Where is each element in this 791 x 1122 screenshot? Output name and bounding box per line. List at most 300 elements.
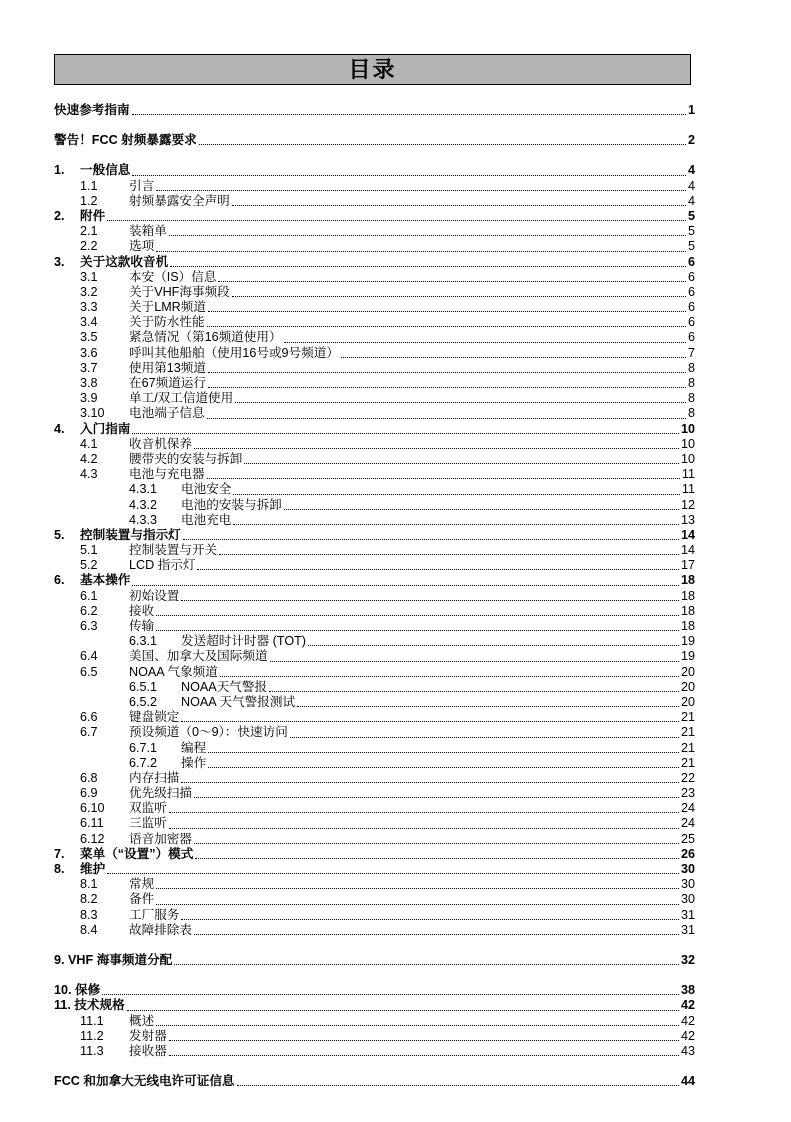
toc-entry-page: 18 <box>680 588 695 603</box>
toc-entry-page: 30 <box>680 862 695 876</box>
toc-entry-text: 装箱单 <box>129 224 167 239</box>
toc-entry[interactable] <box>54 239 695 254</box>
toc-entry-page: 6 <box>687 315 695 330</box>
toc-entry-text: 工厂服务 <box>129 907 180 922</box>
toc-entry-number: 3.3 <box>80 300 98 315</box>
dot-leader <box>169 812 679 813</box>
toc-entry-text: 美国、加拿大及国际频道 <box>129 649 268 664</box>
toc-entry[interactable] <box>54 801 695 816</box>
toc-entry-page: 5 <box>687 224 695 239</box>
toc-entry-page: 18 <box>680 603 695 618</box>
toc-entry[interactable] <box>54 133 695 148</box>
toc-entry[interactable] <box>54 1029 695 1044</box>
toc-entry-text: 语音加密器 <box>129 831 192 846</box>
toc-entry-text: 常规 <box>129 877 155 892</box>
dot-leader <box>233 524 679 525</box>
dot-leader <box>132 114 686 115</box>
toc-entry-label <box>80 1029 169 1044</box>
toc-entry-label <box>129 756 208 771</box>
toc-entry-label <box>80 589 181 604</box>
toc-entry-number: 6.9 <box>80 786 98 801</box>
toc-entry[interactable] <box>54 376 695 391</box>
toc-entry-number: 3.6 <box>80 345 98 360</box>
toc-entry-number: 1. <box>54 163 65 178</box>
dot-leader <box>208 752 679 753</box>
toc-entry-page: 14 <box>680 543 695 558</box>
toc-entry-label <box>80 285 232 300</box>
toc-entry-label <box>129 513 233 528</box>
toc-entry-label <box>80 665 220 680</box>
toc-entry-number: 6.8 <box>80 770 98 785</box>
toc-spacer <box>54 1059 695 1074</box>
toc-entry-number: 11.3 <box>80 1043 104 1058</box>
toc-entry-text: 双监听 <box>129 801 167 816</box>
toc-entry-text: 编程 <box>181 740 207 755</box>
toc-entry[interactable] <box>54 634 695 649</box>
dot-leader <box>207 326 686 327</box>
toc-entry[interactable] <box>54 862 695 877</box>
toc-entry-number: 1.2 <box>80 193 98 208</box>
dot-leader <box>308 645 679 646</box>
dot-leader <box>169 1040 679 1041</box>
toc-entry[interactable] <box>54 498 695 513</box>
toc-entry-page: 1 <box>687 103 695 117</box>
toc-entry-text: 使用第13频道 <box>129 360 206 375</box>
toc-entry-text: 备件 <box>129 892 155 907</box>
toc-entry-text: 电池与充电器 <box>129 467 205 482</box>
toc-entry-number: 8.1 <box>80 877 98 892</box>
toc-entry-page: 21 <box>680 710 695 725</box>
toc-entry-page: 8 <box>687 360 695 375</box>
toc-entry-label <box>80 543 219 558</box>
toc-entry-page: 42 <box>680 998 695 1013</box>
toc-entry-label <box>80 832 194 847</box>
dot-leader <box>169 828 679 829</box>
toc-entry-page: 42 <box>680 1013 695 1028</box>
toc-entry-number: 4.2 <box>80 451 98 466</box>
toc-entry-page: 7 <box>687 345 695 360</box>
dot-leader <box>341 357 686 358</box>
toc-entry-label <box>129 482 233 497</box>
toc-entry[interactable] <box>54 877 695 892</box>
toc-entry-label <box>80 239 156 254</box>
toc-entry-number: 6.7.2 <box>129 755 158 770</box>
toc-entry[interactable] <box>54 163 695 178</box>
toc-entry-number: 2.1 <box>80 224 98 239</box>
toc-entry-label <box>80 452 244 467</box>
toc-entry-page: 31 <box>680 907 695 922</box>
dot-leader <box>197 569 679 570</box>
dot-leader <box>284 509 679 510</box>
toc-entry-number: 8.3 <box>80 907 98 922</box>
toc-entry-number: 4.3.3 <box>129 512 158 527</box>
toc-entry-number: 6.2 <box>80 603 98 618</box>
toc-entry-number: 4.3.2 <box>129 497 158 512</box>
toc-entry-page: 21 <box>680 740 695 755</box>
toc-entry-page: 30 <box>680 892 695 907</box>
toc-entry-text: NOAA 天气警报测试 <box>181 694 296 709</box>
table-of-contents <box>54 103 695 1089</box>
toc-entry-text: NOAA 气象频道 <box>129 664 218 679</box>
toc-entry-text: FCC 和加拿大无线电许可证信息 <box>54 1074 235 1089</box>
dot-leader <box>107 873 679 874</box>
toc-entry-page: 25 <box>680 831 695 846</box>
toc-entry[interactable] <box>54 573 695 588</box>
toc-entry-page: 21 <box>680 725 695 740</box>
toc-entry-page: 10 <box>680 421 695 436</box>
toc-entry[interactable] <box>54 361 695 376</box>
toc-entry-page: 26 <box>680 846 695 861</box>
toc-entry[interactable] <box>54 710 695 725</box>
toc-entry-text: 紧急情况（第16频道使用） <box>129 330 282 345</box>
toc-entry-text: 9. VHF 海事频道分配 <box>54 952 173 967</box>
toc-entry-number: 6.11 <box>80 816 104 831</box>
toc-entry[interactable] <box>54 406 695 421</box>
toc-entry[interactable] <box>54 330 695 345</box>
toc-entry-text: 控制装置与指示灯 <box>80 527 181 542</box>
toc-entry[interactable] <box>54 224 695 239</box>
toc-entry-number: 11.1 <box>80 1013 104 1028</box>
toc-entry[interactable] <box>54 437 695 452</box>
toc-entry-text: LCD 指示灯 <box>129 558 196 573</box>
toc-entry-label <box>80 1014 156 1029</box>
toc-entry-number: 4.1 <box>80 436 98 451</box>
toc-entry[interactable] <box>54 558 695 573</box>
toc-entry-page: 6 <box>687 284 695 299</box>
toc-entry-page: 13 <box>680 512 695 527</box>
toc-entry-label <box>54 133 199 148</box>
toc-entry-label <box>54 103 132 118</box>
dot-leader <box>269 691 679 692</box>
toc-entry-page: 8 <box>687 391 695 406</box>
toc-entry-text: 快速参考指南 <box>54 103 130 117</box>
toc-entry-text: 优先级扫描 <box>129 786 192 801</box>
toc-entry-page: 5 <box>687 239 695 254</box>
toc-entry-page: 20 <box>680 694 695 709</box>
toc-entry-text: 键盘锁定 <box>129 710 180 725</box>
dot-leader <box>170 266 686 267</box>
toc-entry-page: 8 <box>687 376 695 390</box>
toc-entry-text: 入门指南 <box>80 421 131 436</box>
toc-entry-text: 选项 <box>129 239 155 254</box>
toc-entry-page: 10 <box>680 436 695 451</box>
toc-entry-text: 预设频道（0～9）：快速访问 <box>129 725 288 740</box>
toc-entry-page: 10 <box>680 451 695 466</box>
toc-entry-number: 8.2 <box>80 892 98 907</box>
toc-entry-number: 1.1 <box>80 178 98 193</box>
toc-entry-page: 42 <box>680 1028 695 1043</box>
toc-entry-label <box>80 300 208 315</box>
toc-entry-text: 本安（IS）信息 <box>129 269 217 284</box>
toc-entry-label <box>129 695 297 710</box>
toc-entry-text: 收音机保养 <box>129 436 192 451</box>
toc-entry-label <box>80 437 194 452</box>
toc-entry-page: 30 <box>680 877 695 892</box>
toc-entry-page: 31 <box>680 922 695 937</box>
toc-entry[interactable] <box>54 1074 695 1089</box>
toc-entry[interactable] <box>54 771 695 786</box>
toc-entry-label <box>80 877 156 892</box>
dot-leader <box>132 433 679 434</box>
toc-entry-text: 警告！FCC 射频暴露要求 <box>54 133 197 148</box>
toc-entry-text: 电池的安装与拆卸 <box>181 497 282 512</box>
toc-entry-text: 故障排除表 <box>129 922 192 937</box>
toc-entry-page: 20 <box>680 664 695 679</box>
toc-entry-page: 11 <box>681 467 695 482</box>
toc-entry-text: 单工/双工信道使用 <box>129 391 234 406</box>
toc-entry-number: 6.7.1 <box>129 740 158 755</box>
toc-entry[interactable] <box>54 422 695 437</box>
toc-entry-label <box>80 923 194 938</box>
toc-entry-label <box>80 376 208 391</box>
toc-entry-number: 6. <box>54 573 65 588</box>
toc-entry[interactable] <box>54 103 695 118</box>
toc-entry-number: 6.6 <box>80 710 98 725</box>
toc-entry[interactable] <box>54 816 695 831</box>
toc-entry-number: 7. <box>54 846 65 861</box>
toc-entry-page: 20 <box>680 679 695 694</box>
toc-entry[interactable] <box>54 604 695 619</box>
toc-entry-text: 发射器 <box>129 1028 167 1043</box>
toc-entry[interactable] <box>54 255 695 270</box>
toc-entry-number: 8. <box>54 862 65 876</box>
toc-entry-page: 22 <box>680 770 695 785</box>
toc-entry-page: 5 <box>687 208 695 223</box>
toc-entry-number: 6.3 <box>80 619 98 633</box>
toc-spacer <box>54 148 695 163</box>
toc-entry-text: 电池端子信息 <box>129 406 205 421</box>
toc-entry-number: 5.1 <box>80 543 98 558</box>
toc-entry[interactable] <box>54 953 695 968</box>
toc-entry-number: 3.4 <box>80 315 98 330</box>
toc-entry-text: 10. 保修 <box>54 983 101 998</box>
dot-leader <box>199 144 686 145</box>
toc-entry-text: 电池安全 <box>181 482 232 497</box>
toc-entry-text: 操作 <box>181 755 207 770</box>
toc-entry[interactable] <box>54 695 695 710</box>
dot-leader <box>183 539 679 540</box>
toc-entry-label <box>80 315 207 330</box>
toc-entry-page: 32 <box>680 952 695 967</box>
dot-leader <box>218 281 686 282</box>
toc-entry[interactable] <box>54 923 695 938</box>
dot-leader <box>181 919 679 920</box>
toc-entry[interactable] <box>54 543 695 558</box>
toc-entry[interactable] <box>54 665 695 680</box>
toc-entry[interactable] <box>54 209 695 224</box>
toc-entry-page: 4 <box>687 163 695 178</box>
dot-leader <box>208 387 686 388</box>
dot-leader <box>220 676 679 677</box>
dot-leader <box>194 843 679 844</box>
dot-leader <box>156 190 686 191</box>
toc-entry[interactable] <box>54 649 695 664</box>
toc-entry[interactable] <box>54 832 695 847</box>
dot-leader <box>232 296 686 297</box>
toc-entry-label <box>54 1074 237 1089</box>
toc-entry-text: 概述 <box>129 1013 155 1028</box>
dot-leader <box>102 994 679 995</box>
toc-entry[interactable] <box>54 1014 695 1029</box>
toc-entry[interactable] <box>54 391 695 406</box>
dot-leader <box>181 721 679 722</box>
toc-entry-label <box>80 649 270 664</box>
toc-entry-page: 6 <box>687 254 695 269</box>
toc-entry-label <box>80 816 169 831</box>
toc-entry-label <box>54 422 132 437</box>
toc-entry-page: 12 <box>680 497 695 512</box>
dot-leader <box>174 964 679 965</box>
toc-entry-text: 呼叫其他船舶（使用16号或9号频道） <box>129 345 339 360</box>
toc-entry-number: 2. <box>54 208 65 223</box>
toc-entry[interactable] <box>54 300 695 315</box>
toc-entry-label <box>80 786 194 801</box>
toc-entry-text: 发送超时计时器 (TOT) <box>181 634 306 649</box>
toc-entry-label <box>54 998 127 1013</box>
toc-entry-number: 6.10 <box>80 801 105 816</box>
toc-entry-text: 电池充电 <box>181 512 232 527</box>
dot-leader <box>156 904 679 905</box>
dot-leader <box>156 251 686 252</box>
toc-entry-page: 18 <box>680 619 695 633</box>
toc-entry-text: 接收 <box>129 603 155 618</box>
dot-leader <box>132 175 686 176</box>
dot-leader <box>169 1055 679 1056</box>
toc-entry-text: 菜单（“设置”）模式 <box>80 846 194 861</box>
toc-entry-number: 6.5.1 <box>129 679 158 694</box>
toc-entry-text: 内存扫描 <box>129 770 180 785</box>
toc-entry-label <box>80 710 181 725</box>
toc-entry-page: 21 <box>680 755 695 770</box>
toc-entry[interactable] <box>54 892 695 907</box>
toc-entry-label <box>80 224 169 239</box>
toc-entry-number: 3.10 <box>80 406 105 421</box>
toc-entry-text: 关于这款收音机 <box>80 254 169 269</box>
toc-entry[interactable] <box>54 467 695 482</box>
toc-entry-number: 4.3 <box>80 467 98 482</box>
toc-spacer <box>54 968 695 983</box>
toc-entry-text: 接收器 <box>129 1043 167 1058</box>
toc-entry-number: 2.2 <box>80 239 98 254</box>
toc-entry-text: 腰带夹的安装与拆卸 <box>129 451 243 466</box>
toc-entry[interactable] <box>54 482 695 497</box>
toc-entry-text: 关于防水性能 <box>129 315 205 330</box>
toc-entry-text: 控制装置与开关 <box>129 543 218 558</box>
dot-leader <box>208 767 679 768</box>
toc-entry-page: 19 <box>680 649 695 664</box>
dot-leader <box>169 235 686 236</box>
toc-entry-page: 6 <box>687 269 695 284</box>
toc-entry[interactable] <box>54 725 695 740</box>
toc-entry[interactable] <box>54 315 695 330</box>
toc-entry-label <box>54 209 107 224</box>
toc-entry-number: 3. <box>54 254 65 269</box>
toc-entry-number: 11.2 <box>80 1028 104 1043</box>
toc-entry[interactable] <box>54 285 695 300</box>
toc-entry[interactable] <box>54 786 695 801</box>
toc-entry-label <box>54 953 174 968</box>
toc-entry-page: 19 <box>680 634 695 649</box>
toc-entry[interactable] <box>54 513 695 528</box>
toc-entry-number: 6.12 <box>80 831 105 846</box>
toc-entry-page: 38 <box>680 983 695 998</box>
toc-entry[interactable] <box>54 680 695 695</box>
toc-entry[interactable] <box>54 179 695 194</box>
toc-entry-label <box>54 255 170 270</box>
toc-entry[interactable] <box>54 270 695 285</box>
toc-spacer <box>54 938 695 953</box>
toc-entry-page: 6 <box>687 330 695 345</box>
toc-entry-number: 4. <box>54 421 65 436</box>
toc-entry-label <box>54 528 183 543</box>
dot-leader <box>233 494 680 495</box>
toc-entry-label <box>80 725 290 740</box>
toc-entry[interactable] <box>54 741 695 756</box>
dot-leader <box>156 615 679 616</box>
toc-entry[interactable] <box>54 847 695 862</box>
dot-leader <box>208 311 686 312</box>
dot-leader <box>219 554 679 555</box>
toc-entry-label <box>80 1044 169 1059</box>
toc-entry-label <box>80 558 197 573</box>
toc-entry[interactable] <box>54 908 695 923</box>
toc-entry-label <box>80 406 207 421</box>
toc-entry[interactable] <box>54 983 695 998</box>
toc-entry-page: 14 <box>680 527 695 542</box>
toc-entry-number: 6.4 <box>80 649 98 664</box>
toc-entry-text: 附件 <box>80 208 106 223</box>
toc-entry-number: 6.7 <box>80 725 98 740</box>
toc-entry-label <box>54 983 102 998</box>
toc-entry-label <box>129 741 208 756</box>
toc-entry[interactable] <box>54 528 695 543</box>
toc-entry-label <box>80 391 235 406</box>
toc-entry-label <box>80 179 156 194</box>
dot-leader <box>107 220 686 221</box>
toc-entry-page: 17 <box>680 558 695 573</box>
toc-entry[interactable] <box>54 452 695 467</box>
toc-entry-text: 11. 技术规格 <box>54 998 125 1013</box>
toc-entry-number: 3.9 <box>80 391 98 406</box>
toc-entry[interactable] <box>54 998 695 1013</box>
toc-entry[interactable] <box>54 619 695 634</box>
toc-entry-number: 6.5.2 <box>129 694 158 709</box>
dot-leader <box>194 448 679 449</box>
dot-leader <box>208 372 686 373</box>
toc-title: 目录 <box>54 54 691 85</box>
toc-entry[interactable] <box>54 1044 695 1059</box>
toc-entry-page: 6 <box>687 300 695 315</box>
toc-entry-label <box>80 892 156 907</box>
toc-entry[interactable] <box>54 346 695 361</box>
toc-entry-page: 18 <box>680 573 695 588</box>
dot-leader <box>284 342 686 343</box>
dot-leader <box>207 478 680 479</box>
dot-leader <box>232 205 686 206</box>
toc-entry-number: 6.5 <box>80 664 98 679</box>
toc-entry-number: 6.3.1 <box>129 634 158 649</box>
toc-entry[interactable] <box>54 589 695 604</box>
dot-leader <box>237 1085 679 1086</box>
toc-entry[interactable] <box>54 194 695 209</box>
toc-spacer <box>54 118 695 133</box>
toc-entry-label <box>80 270 218 285</box>
toc-entry-page: 4 <box>687 193 695 208</box>
dot-leader <box>244 463 679 464</box>
toc-entry[interactable] <box>54 756 695 771</box>
toc-entry-label <box>80 194 232 209</box>
toc-entry-number: 3.2 <box>80 284 98 299</box>
